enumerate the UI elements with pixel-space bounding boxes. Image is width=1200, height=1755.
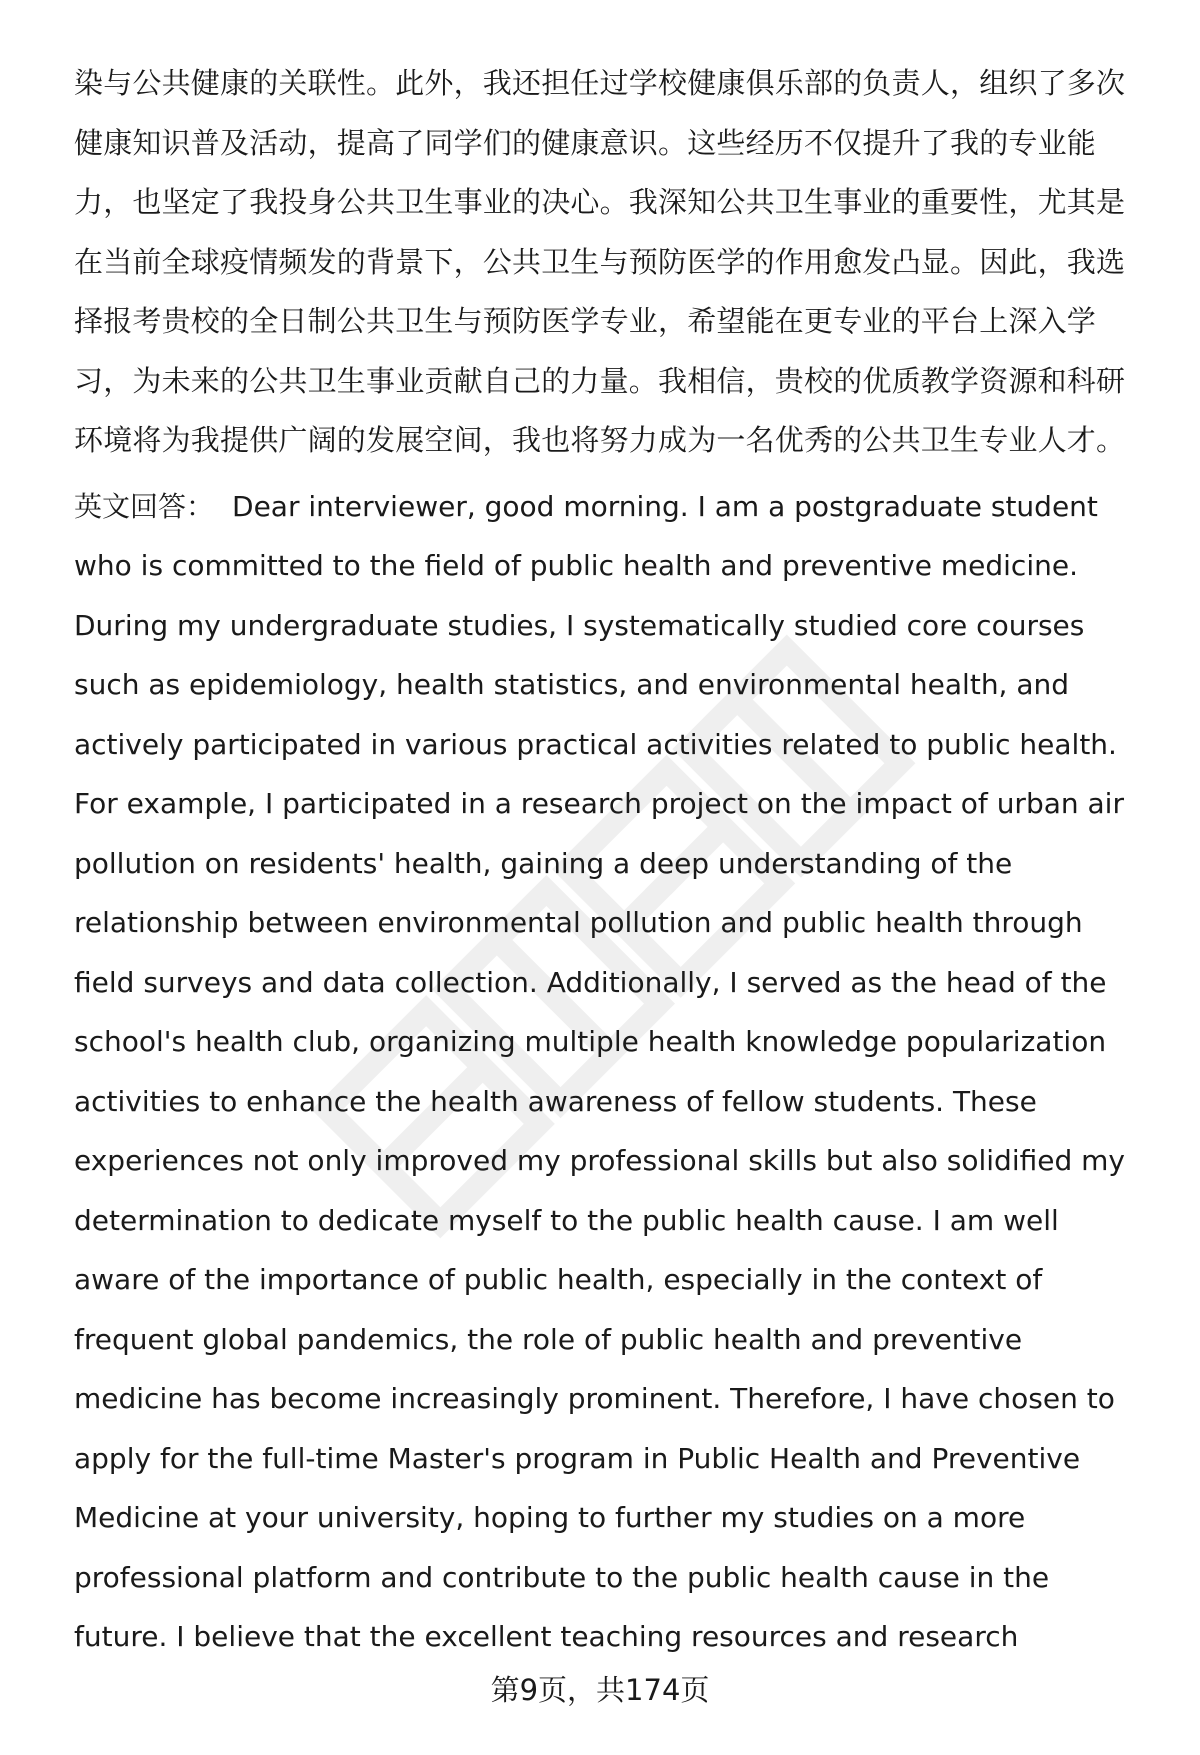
text-line: professional platform and contribute to the public health cause in the bbox=[74, 1560, 1050, 1594]
text-line: school's health club, organizing multiple health knowledge popularization bbox=[74, 1025, 1107, 1058]
text-line: 环境将为我提供广阔的发展空间，我也将努力成为一名优秀的公共卫生专业人才。 bbox=[74, 423, 1126, 457]
text-line: determination to dedicate myself to the public health cause. I am well bbox=[74, 1203, 1059, 1237]
english-answer-label: 英文回答： bbox=[74, 489, 215, 523]
text-line: 染与公共健康的关联性。此外，我还担任过学校健康俱乐部的负责人，组织了多次 bbox=[74, 66, 1126, 100]
text-line: 健康知识普及活动，提高了同学们的健康意识。这些经历不仅提升了我的专业能 bbox=[74, 125, 1097, 160]
text-line: During my undergraduate studies, I systematically studied core courses bbox=[74, 608, 1085, 642]
text-line: future. I believe that the excellent teaching resources and research bbox=[74, 1620, 1019, 1653]
text-line: relationship between environmental pollution and public health through bbox=[74, 906, 1083, 939]
text-line: medicine has become increasingly prominent. Therefore, I have chosen to bbox=[74, 1382, 1115, 1415]
text-line: frequent global pandemics, the role of public health and preventive bbox=[74, 1322, 1023, 1356]
english-answer-paragraph bbox=[74, 477, 1149, 1667]
text-line: aware of the importance of public health, especially in the context of bbox=[74, 1263, 1043, 1296]
text-line-content: Dear interviewer, good morning. I am a postgraduate student bbox=[232, 489, 1098, 523]
text-line: 择报考贵校的全日制公共卫生与预防医学专业，希望能在更专业的平台上深入学 bbox=[74, 304, 1097, 338]
text-line: who is committed to the field of public health and preventive medicine. bbox=[74, 549, 1078, 582]
text-line: Medicine at your university, hoping to further my studies on a more bbox=[74, 1501, 1026, 1534]
text-line: experiences not only improved my professional skills but also solidified my bbox=[74, 1144, 1125, 1177]
document-body bbox=[74, 54, 1149, 1667]
text-line: apply for the full-time Master's program in Public Health and Preventive bbox=[74, 1441, 1081, 1475]
text-line: such as epidemiology, health statistics, and environmental health, and bbox=[74, 668, 1070, 701]
text-line: pollution on residents' health, gaining a deep understanding of the bbox=[74, 846, 1013, 880]
text-line: 在当前全球疫情频发的背景下，公共卫生与预防医学的作用愈发凸显。因此，我选 bbox=[74, 244, 1126, 279]
page-number-footer: 第9页，共174页 bbox=[490, 1673, 710, 1707]
text-line: actively participated in various practical activities related to public health. bbox=[74, 727, 1117, 761]
text-line: 习，为未来的公共卫生事业贡献自己的力量。我相信，贵校的优质教学资源和科研 bbox=[74, 363, 1126, 398]
chinese-paragraph bbox=[74, 54, 1149, 471]
text-line bbox=[74, 477, 1149, 537]
text-line: activities to enhance the health awareness of fellow students. These bbox=[74, 1084, 1037, 1118]
text-line: For example, I participated in a research project on the impact of urban air bbox=[74, 787, 1124, 820]
text-line: 力，也坚定了我投身公共卫生事业的决心。我深知公共卫生事业的重要性，尤其是 bbox=[74, 185, 1126, 219]
text-line: field surveys and data collection. Additionally, I served as the head of the bbox=[74, 965, 1107, 999]
